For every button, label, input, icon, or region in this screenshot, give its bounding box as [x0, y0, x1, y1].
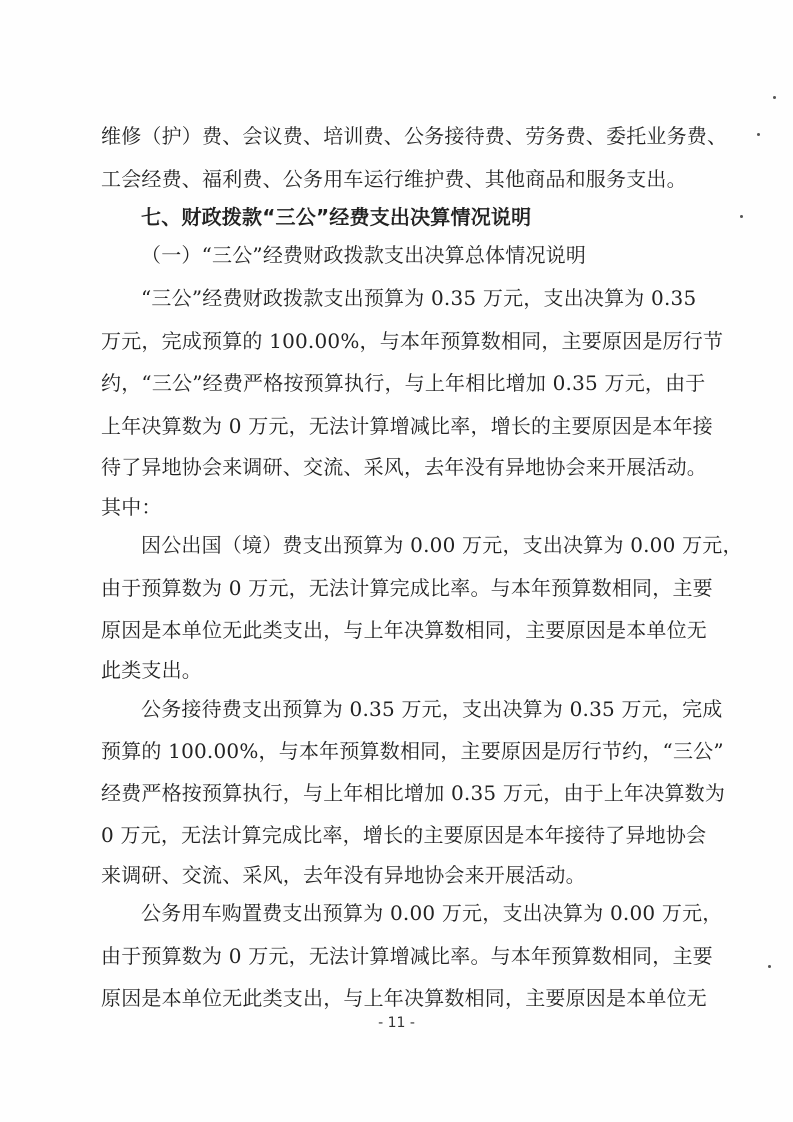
text-line: 万元，完成预算的 100.00%，与本年预算数相同，主要原因是厉行节	[101, 329, 724, 353]
text-line: 原因是本单位无此类支出，与上年决算数相同，主要原因是本单位无	[101, 618, 707, 642]
text-line: 上年决算数为 0 万元，无法计算增减比率，增长的主要原因是本年接	[101, 414, 713, 438]
text-line: “三公”经费财政拨款支出预算为 0.35 万元，支出决算为 0.35	[141, 286, 697, 310]
text-line: 维修（护）费、会议费、培训费、公务接待费、劳务费、委托业务费、	[101, 124, 728, 148]
text-line: 因公出国（境）费支出预算为 0.00 万元，支出决算为 0.00 万元，	[141, 533, 743, 557]
text-line: 此类支出。	[101, 658, 202, 682]
section-heading: 七、财政拨款“三公”经费支出决算情况说明	[141, 205, 532, 229]
text-line: 约，“三公”经费严格按预算执行，与上年相比增加 0.35 万元，由于	[101, 371, 706, 395]
text-line: 公务接待费支出预算为 0.35 万元，支出决算为 0.35 万元，完成	[141, 697, 723, 721]
scan-speck	[773, 96, 776, 99]
text-line: 公务用车购置费支出预算为 0.00 万元，支出决算为 0.00 万元，	[141, 901, 723, 925]
scan-speck	[757, 133, 760, 136]
text-line: 预算的 100.00%，与本年预算数相同，主要原因是厉行节约，“三公”	[101, 739, 724, 763]
text-line: 原因是本单位无此类支出，与上年决算数相同，主要原因是本单位无	[101, 986, 707, 1010]
page-number: - 11 -	[378, 1015, 415, 1031]
text-line: 经费严格按预算执行，与上年相比增加 0.35 万元，由于上年决算数为	[101, 781, 726, 805]
scan-speck	[740, 215, 743, 218]
text-line: 由于预算数为 0 万元，无法计算完成比率。与本年预算数相同，主要	[101, 576, 713, 600]
subsection-heading: （一）“三公”经费财政拨款支出决算总体情况说明	[141, 243, 587, 267]
text-line: 待了异地协会来调研、交流、采风，去年没有异地协会来开展活动。	[101, 455, 707, 479]
text-line: 由于预算数为 0 万元，无法计算增减比率。与本年预算数相同，主要	[101, 944, 713, 968]
text-line: 0 万元，无法计算完成比率，增长的主要原因是本年接待了异地协会	[101, 823, 707, 847]
text-line: 其中：	[101, 495, 162, 519]
text-line: 工会经费、福利费、公务用车运行维护费、其他商品和服务支出。	[101, 167, 687, 191]
scan-speck	[768, 965, 771, 968]
text-line: 来调研、交流、采风，去年没有异地协会来开展活动。	[101, 863, 586, 887]
